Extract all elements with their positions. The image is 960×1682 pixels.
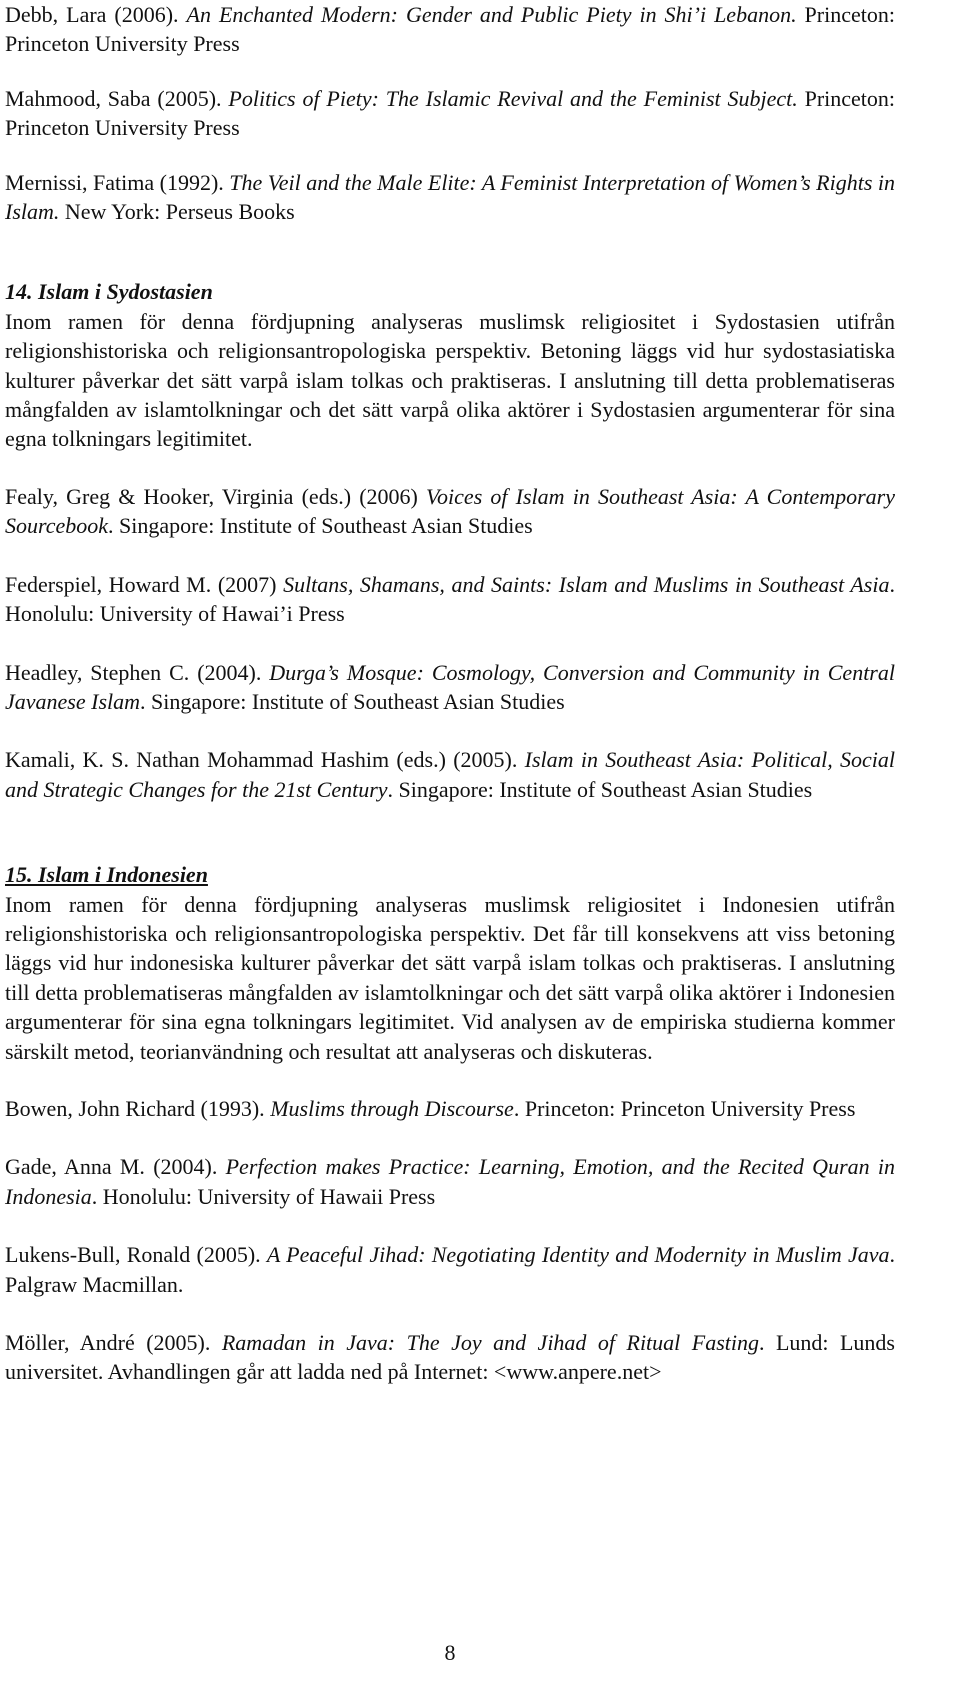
reference-title: An Enchanted Modern: Gender and Public Piety in Shi’i Lebanon. <box>186 2 797 27</box>
reference-author: Mernissi, Fatima (1992). <box>5 169 230 195</box>
reference-publisher: . Princeton: Princeton University Press <box>513 1095 856 1121</box>
reference-title: Sultans, Shamans, and Saints: Islam and Muslims in Southeast Asia <box>283 571 890 597</box>
reference-publisher: . Lund: Lunds universitet. Avhandlingen går att ladda ned på Internet: <www.anpere.net> <box>5 1330 895 1385</box>
reference-title: Islam in Southeast Asia: Political, Social and Strategic Changes for the 21st Century <box>5 747 895 802</box>
reference-publisher: . Singapore: Institute of Southeast Asian Studies <box>140 688 565 714</box>
reference-title: Voices of Islam in Southeast Asia: A Contemporary Sourcebook <box>5 483 895 539</box>
reference-publisher: . Singapore: Institute of Southeast Asian Studies <box>387 776 813 802</box>
section-14 <box>5 277 895 804</box>
reference-title: Durga’s Mosque: Cosmology, Conversion and Community in Central Javanese Islam <box>5 659 895 714</box>
reference-author: Möller, André (2005). <box>5 1330 222 1355</box>
reference-entry <box>5 84 895 143</box>
reference-entry <box>5 570 895 629</box>
section-heading: 15. Islam i Indonesien <box>5 862 208 888</box>
section-heading: 14. Islam i Sydostasien <box>5 279 213 305</box>
reference-entry <box>5 1152 895 1211</box>
reference-author: Fealy, Greg & Hooker, Virginia (eds.) (2006) <box>5 483 427 509</box>
reference-author: Federspiel, Howard M. (2007) <box>5 571 284 597</box>
reference-publisher: Princeton: Princeton University Press <box>5 2 895 57</box>
reference-title: The Veil and the Male Elite: A Feminist Interpretation of Women’s Rights in Islam. <box>5 169 895 225</box>
reference-author: Kamali, K. S. Nathan Mohammad Hashim (eds.) (2005). <box>5 747 525 773</box>
reference-publisher: . Singapore: Institute of Southeast Asian Studies <box>108 513 533 539</box>
reference-entry <box>5 482 895 541</box>
reference-author: Debb, Lara (2006). <box>5 2 187 27</box>
document-page <box>5 0 896 1665</box>
reference-entry <box>5 658 895 717</box>
reference-author: Lukens-Bull, Ronald (2005). <box>5 1242 267 1268</box>
reference-publisher: New York: Perseus Books <box>59 199 295 225</box>
reference-entry <box>5 0 895 59</box>
reference-title: Muslims through Discourse <box>270 1095 514 1121</box>
reference-author: Mahmood, Saba (2005). <box>5 85 229 111</box>
reference-title: Politics of Piety: The Islamic Revival and the Feminist Subject. <box>228 85 798 111</box>
reference-title: A Peaceful Jihad: Negotiating Identity and Modernity in Muslim Java <box>266 1242 890 1268</box>
section-intro: Inom ramen för denna fördjupning analyseras muslimsk religiositet i Indonesien utifrån religionshistoriska och religionsantropologiska perspektiv. Det får till konsekvens att viss betoning läggs vid hur indonesiska kulturer påverkar det sätt varpå islam tolkas och praktiseras. I anslutning till detta problematiseras mångfalden av islamtolkningar och det sätt varpå olika aktörer i Indonesien argumenterar för sina egna tolkningars legitimitet. Vid analysen av de empiriska studierna kommer särskilt metod, teorianvändning och resultat att analyseras och diskuteras. <box>5 891 895 1064</box>
reference-entry <box>5 1240 895 1299</box>
reference-entry <box>5 1328 895 1387</box>
reference-publisher: . Honolulu: University of Hawai’i Press <box>5 571 895 627</box>
reference-entry <box>5 1094 895 1123</box>
reference-publisher: . Palgraw Macmillan. <box>5 1242 895 1297</box>
reference-entry <box>5 745 895 804</box>
reference-publisher: . Honolulu: University of Hawaii Press <box>91 1183 436 1209</box>
reference-title: Ramadan in Java: The Joy and Jihad of Ritual Fasting <box>221 1330 759 1355</box>
section-intro: Inom ramen för denna fördjupning analyseras muslimsk religiositet i Sydostasien utifrån religionshistoriska och religionsantropologiska perspektiv. Betoning läggs vid hur sydostasiatiska kulturer påverkar det sätt varpå islam tolkas och praktiseras. I anslutning till detta problematiseras mångfalden av islamtolkningar och det sätt varpå olika aktörer i Sydostasien argumenterar för sina egna tolkningars legitimitet. <box>5 308 895 452</box>
page-number: 8 <box>444 1640 456 1665</box>
reference-author: Headley, Stephen C. (2004). <box>5 659 270 685</box>
reference-title: Perfection makes Practice: Learning, Emotion, and the Recited Quran in Indonesia <box>5 1154 895 1209</box>
reference-publisher: Princeton: Princeton University Press <box>5 85 896 141</box>
reference-entry <box>5 168 895 227</box>
reference-author: Gade, Anna M. (2004). <box>5 1154 226 1180</box>
reference-author: Bowen, John Richard (1993). <box>5 1095 271 1121</box>
section-15 <box>5 860 895 1387</box>
top-reference-list <box>5 0 895 226</box>
